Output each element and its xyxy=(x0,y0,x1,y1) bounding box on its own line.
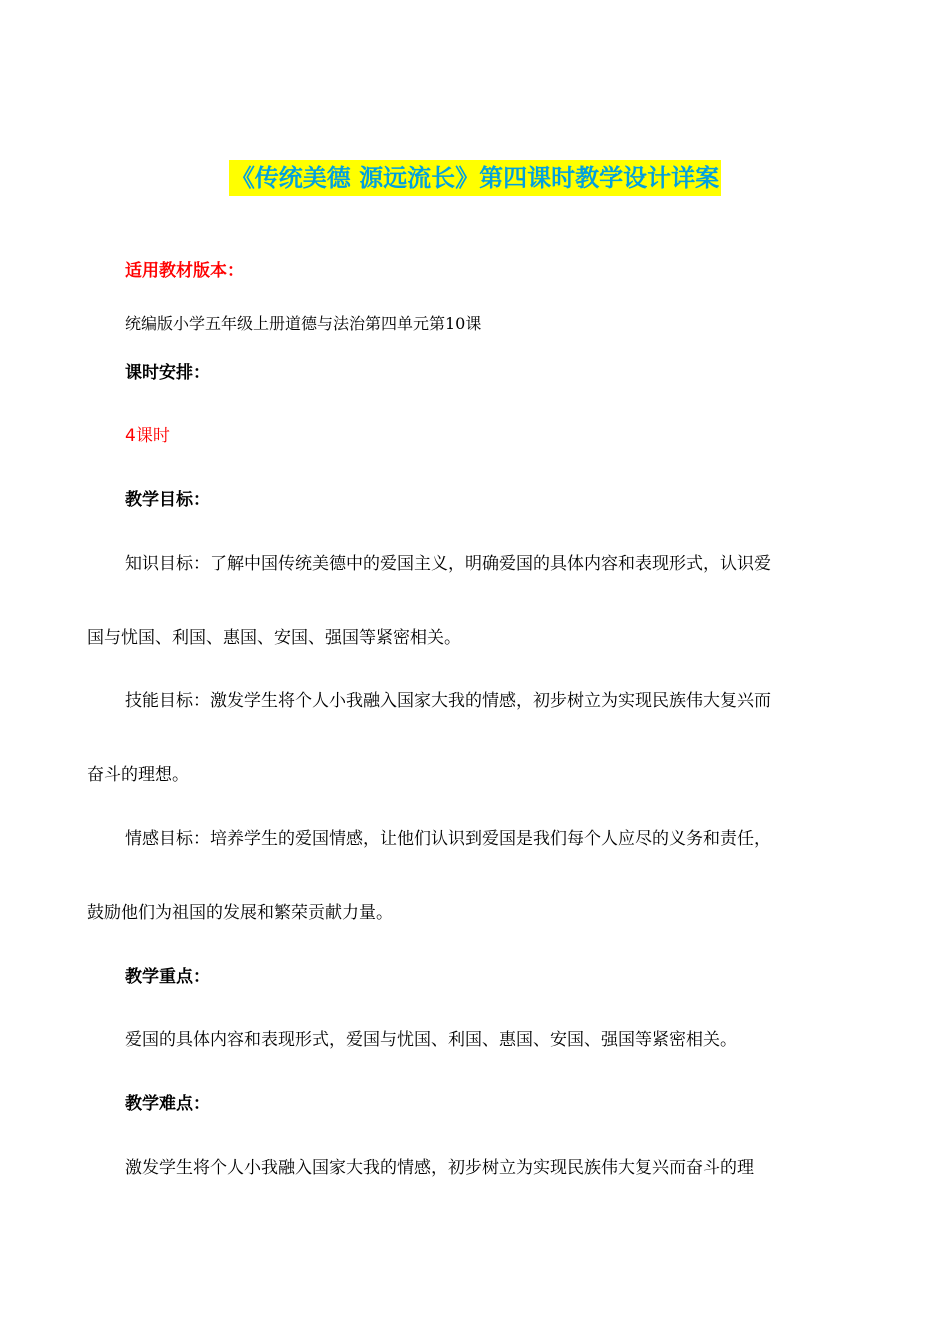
skill-objective-line2: 奋斗的理想。 xyxy=(87,765,189,785)
objectives-heading: 教学目标： xyxy=(125,490,210,510)
knowledge-objective-line1: 知识目标：了解中国传统美德中的爱国主义，明确爱国的具体内容和表现形式，认识爱 xyxy=(125,554,771,574)
skill-objective-line1: 技能目标：激发学生将个人小我融入国家大我的情感，初步树立为实现民族伟大复兴而 xyxy=(125,691,771,711)
schedule-content: 4课时 xyxy=(125,426,170,446)
key-points-content: 爱国的具体内容和表现形式，爱国与忧国、利国、惠国、安国、强国等紧密相关。 xyxy=(125,1030,737,1050)
difficulties-heading: 教学难点： xyxy=(125,1094,210,1114)
emotion-objective-line1: 情感目标：培养学生的爱国情感，让他们认识到爱国是我们每个人应尽的义务和责任， xyxy=(125,829,771,849)
key-points-heading: 教学重点： xyxy=(125,967,210,987)
textbook-heading: 适用教材版本： xyxy=(125,261,244,281)
textbook-content: 统编版小学五年级上册道德与法治第四单元第10课 xyxy=(125,314,482,333)
knowledge-objective-line2: 国与忧国、利国、惠国、安国、强国等紧密相关。 xyxy=(87,628,461,648)
emotion-objective-line2: 鼓励他们为祖国的发展和繁荣贡献力量。 xyxy=(87,903,393,923)
schedule-heading: 课时安排： xyxy=(125,363,210,383)
title-container xyxy=(0,160,950,196)
difficulties-content-line1: 激发学生将个人小我融入国家大我的情感，初步树立为实现民族伟大复兴而奋斗的理 xyxy=(125,1158,754,1178)
page-title: 《传统美德 源远流长》第四课时教学设计详案 xyxy=(229,160,721,196)
